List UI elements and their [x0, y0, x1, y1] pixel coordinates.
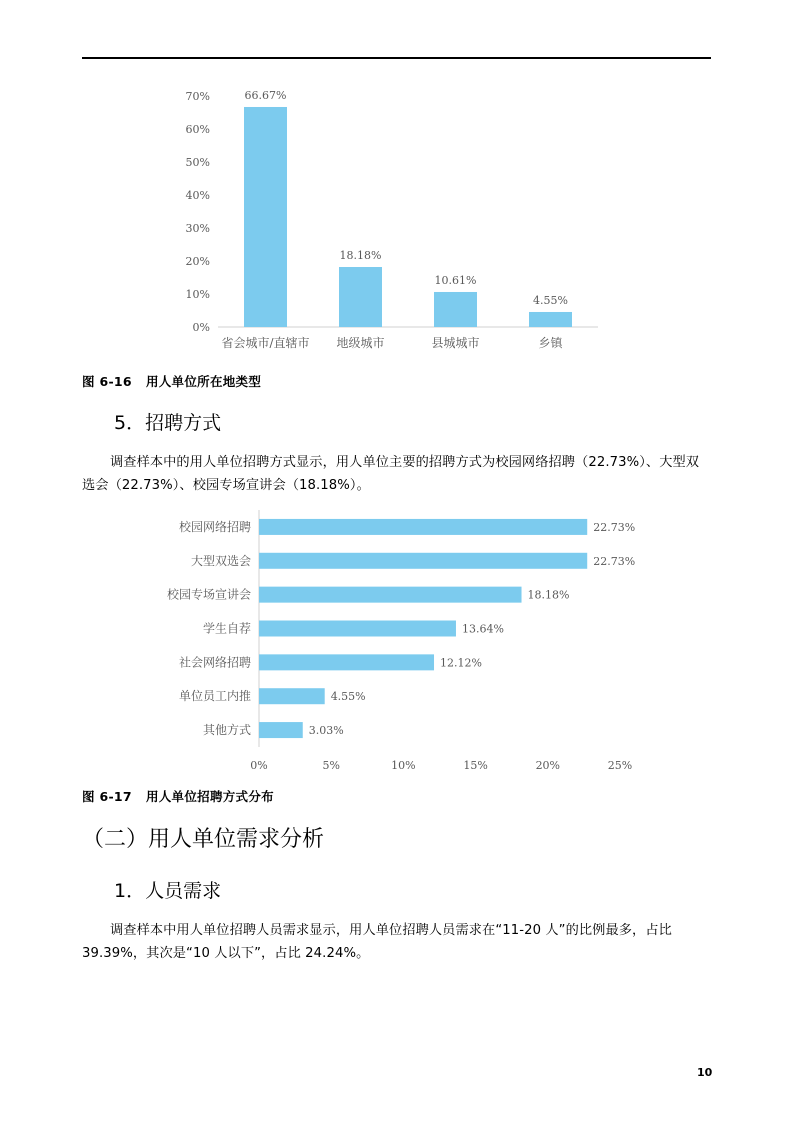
header-rule — [82, 57, 711, 59]
figure-6-16-caption — [82, 372, 261, 390]
bar-value-label: 3.03% — [308, 724, 344, 738]
bar — [259, 519, 587, 535]
y-tick-label: 50% — [185, 156, 210, 169]
recruitment-method-chart — [150, 505, 650, 775]
bar-value-label: 4.55% — [533, 293, 568, 307]
y-tick-label: 40% — [185, 189, 210, 202]
y-category-label: 大型双选会 — [190, 553, 251, 568]
chapter-2-heading: （二）用人单位需求分析 — [82, 827, 325, 852]
section-5-heading: 5．招聘方式 — [114, 412, 222, 434]
y-tick-label: 60% — [185, 123, 210, 136]
y-tick-label: 20% — [185, 255, 210, 268]
bar-value-label: 18.18% — [527, 588, 570, 602]
location-type-chart-svg — [180, 80, 620, 360]
y-category-label: 其他方式 — [202, 723, 251, 738]
bar — [259, 654, 434, 670]
bar — [259, 553, 587, 569]
figure-6-16-title: 用人单位所在地类型 — [145, 374, 262, 389]
y-category-label: 校园网络招聘 — [178, 519, 251, 534]
y-tick-label: 30% — [185, 222, 210, 235]
figure-6-16-number: 图 6-16 — [82, 374, 132, 389]
x-tick-label: 5% — [322, 759, 340, 772]
bar-value-label: 12.12% — [440, 656, 482, 670]
bar — [339, 267, 382, 327]
y-category-label: 社会网络招聘 — [178, 655, 251, 670]
bar — [259, 688, 325, 704]
bar-value-label: 22.73% — [593, 554, 636, 568]
x-tick-label: 20% — [535, 759, 561, 772]
x-category-label: 县城城市 — [431, 336, 480, 350]
x-tick-label: 10% — [391, 759, 416, 772]
bar-value-label: 22.73% — [593, 520, 636, 534]
x-tick-label: 15% — [463, 759, 488, 772]
y-tick-label: 0% — [192, 321, 210, 334]
y-tick-label: 70% — [185, 90, 210, 103]
recruitment-method-chart-svg — [150, 505, 650, 775]
y-tick-label: 10% — [185, 288, 210, 301]
bar-value-label: 13.64% — [461, 622, 504, 636]
x-category-label: 乡镇 — [538, 336, 563, 350]
bar-value-label: 66.67% — [244, 88, 287, 102]
page-number: 10 — [697, 1066, 713, 1079]
y-category-label: 校园专场宣讲会 — [166, 587, 251, 602]
y-category-label: 学生自荐 — [202, 621, 251, 636]
bar-value-label: 4.55% — [330, 690, 366, 704]
bar — [259, 587, 522, 603]
figure-6-17-caption — [82, 787, 274, 805]
figure-6-17-title: 用人单位招聘方式分布 — [145, 789, 274, 804]
bar-value-label: 10.61% — [434, 273, 477, 287]
x-tick-label: 0% — [250, 759, 268, 772]
figure-6-17-number: 图 6-17 — [82, 789, 132, 804]
bar — [244, 107, 287, 327]
location-type-chart — [180, 80, 620, 360]
bar — [259, 621, 456, 637]
x-tick-label: 25% — [607, 759, 633, 772]
bar — [434, 292, 477, 327]
x-category-label: 地级城市 — [336, 336, 385, 350]
bar — [259, 722, 303, 738]
section-1-heading: 1．人员需求 — [114, 880, 222, 902]
x-category-label: 省会城市/直辖市 — [221, 336, 310, 350]
recruitment-paragraph: 调查样本中的用人单位招聘方式显示，用人单位主要的招聘方式为校园网络招聘（22.73%）、大型双选会（22.73%）、校园专场宣讲会（18.18%）。 — [82, 455, 700, 493]
bar — [529, 312, 572, 327]
personnel-demand-paragraph: 调查样本中用人单位招聘人员需求显示，用人单位招聘人员需求在“11-20 人”的比例最多，占比 39.39%，其次是“10 人以下”，占比 24.24%。 — [82, 923, 672, 961]
y-category-label: 单位员工内推 — [178, 689, 251, 704]
bar-value-label: 18.18% — [339, 249, 382, 263]
